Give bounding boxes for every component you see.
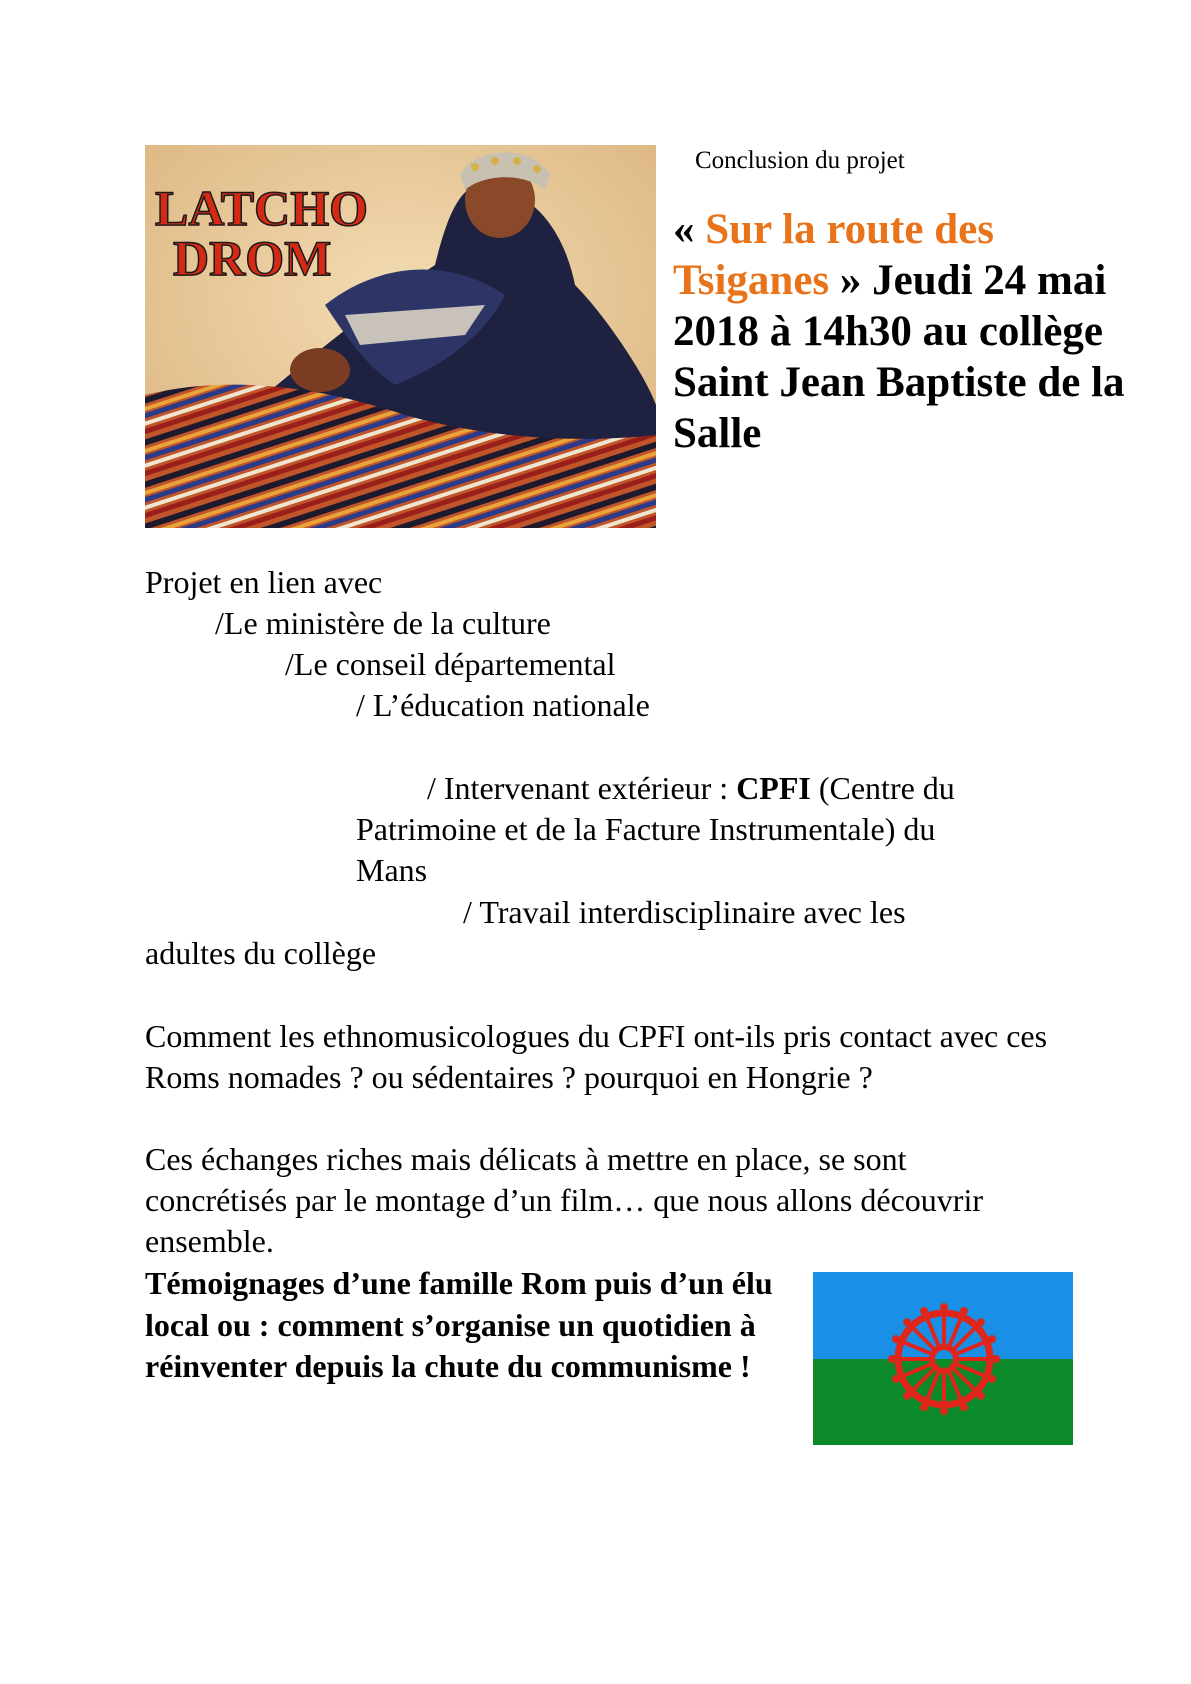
intervenant-cpfi: CPFI bbox=[736, 770, 811, 806]
intervenant-suffix: (Centre du bbox=[810, 770, 955, 806]
event-headline bbox=[673, 204, 1143, 459]
quote-open: « bbox=[673, 206, 706, 253]
partners-intro: Projet en lien avec bbox=[145, 564, 383, 600]
partner-ministry: /Le ministère de la culture bbox=[215, 605, 551, 641]
romani-flag-icon bbox=[813, 1272, 1073, 1445]
latcho-drom-poster-image bbox=[145, 145, 656, 528]
travail-line-1: / Travail interdisciplinaire avec les bbox=[463, 894, 906, 930]
testimony-paragraph: Témoignages d’une famille Rom puis d’un élu local ou : comment s’organise un quotidien à réinventer depuis la chute du communisme ! bbox=[145, 1265, 773, 1384]
poster-illustration bbox=[145, 145, 656, 528]
intervenant-line-3: Mans bbox=[356, 852, 428, 888]
partner-council: /Le conseil départemental bbox=[285, 646, 616, 682]
event-title: Sur la route des Tsiganes bbox=[673, 206, 994, 304]
romani-flag-image bbox=[813, 1272, 1073, 1445]
poster-logo-line1: LATCHO bbox=[155, 180, 368, 236]
exchanges-paragraph: Ces échanges riches mais délicats à mettre en place, se sont concrétisés par le montage d’un film… que nous allons découvrir ensemble. bbox=[145, 1141, 983, 1259]
kicker-text: Conclusion du projet bbox=[695, 147, 905, 174]
travail-line-2: adultes du collège bbox=[145, 935, 377, 971]
quote-close: » bbox=[829, 257, 873, 304]
poster-logo-line2: DROM bbox=[173, 230, 332, 286]
intervenant-line bbox=[427, 768, 955, 809]
intervenant-prefix: / Intervenant extérieur : bbox=[427, 770, 737, 806]
partner-education: / L’éducation nationale bbox=[356, 687, 650, 723]
question-paragraph: Comment les ethnomusicologues du CPFI ont-ils pris contact avec ces Roms nomades ? ou sédentaires ? pourquoi en Hongrie ? bbox=[145, 1018, 1048, 1095]
intervenant-line-2: Patrimoine et de la Facture Instrumentale) du bbox=[356, 811, 936, 847]
event-details: Jeudi 24 mai 2018 à 14h30 au collège Saint Jean Baptiste de la Salle bbox=[673, 257, 1125, 457]
